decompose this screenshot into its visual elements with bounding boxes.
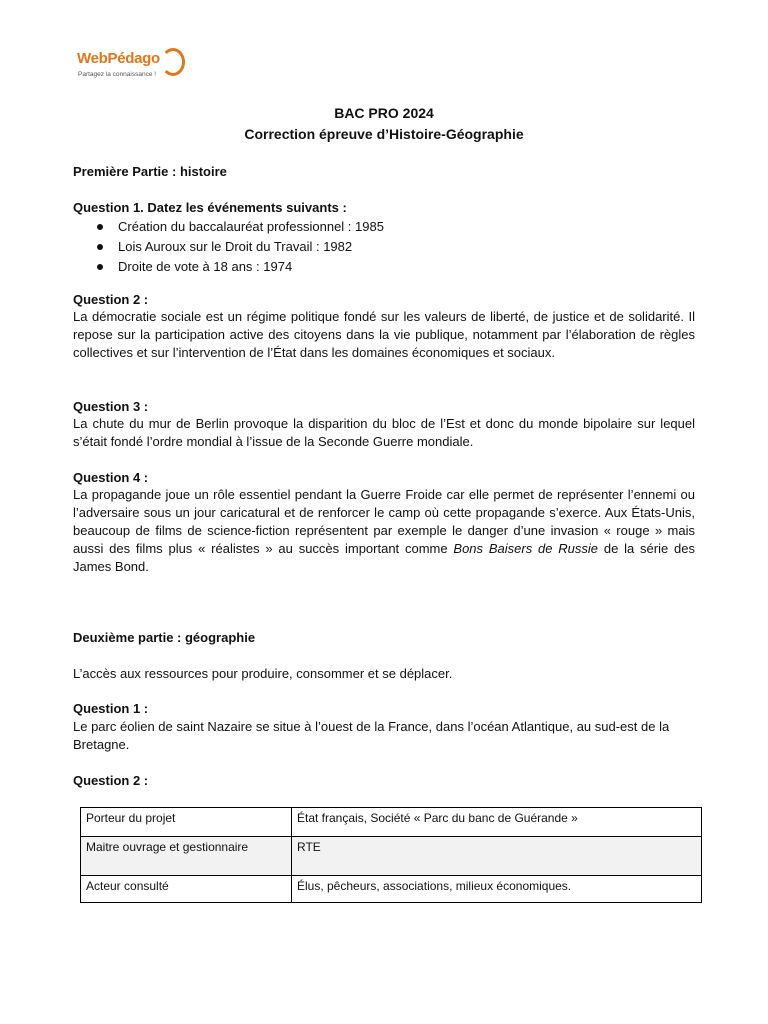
table-cell-value: Élus, pêcheurs, associations, milieux économiques. <box>292 876 702 903</box>
actors-table <box>80 807 702 903</box>
table-cell-value: État français, Société « Parc du banc de Guérande » <box>292 808 702 837</box>
part1-q4-answer: La propagande joue un rôle essentiel pendant la Guerre Froide car elle permet de représenter l’ennemi ou l’adversaire sous un jour caricatural et de renforcer le camp où cette propagande s’exerce. Aux États-Unis, beaucoup de films de science-fiction représentent par exemple le danger d’une invasion « rouge » mais aussi des films plus « réalistes » au succès important comme Bons Baisers de Russie de la série des James Bond. <box>73 487 695 574</box>
part2-heading: Deuxième partie : géographie <box>73 630 256 645</box>
logo-tagline: Partagez la connaissance ! <box>78 71 157 78</box>
part1-q3-answer: La chute du mur de Berlin provoque la disparition du bloc de l’Est et donc du monde bipolaire sur lequel s’était fondé l’ordre mondial à l’issue de la Seconde Guerre mondiale. <box>73 416 695 449</box>
table-cell-value: RTE <box>292 837 702 876</box>
list-item: Création du baccalauréat professionnel : 1985 <box>73 217 695 237</box>
part2-q1-label: Question 1 : <box>73 701 149 716</box>
part1-heading: Première Partie : histoire <box>73 164 227 179</box>
bullet-icon <box>97 264 103 270</box>
part2-intro: L’accès aux ressources pour produire, consommer et se déplacer. <box>73 666 453 681</box>
film-title: Bons Baisers de Russie <box>453 541 599 556</box>
table-row <box>81 837 702 876</box>
webpedago-logo <box>77 44 187 84</box>
list-item: Lois Auroux sur le Droit du Travail : 1982 <box>73 237 695 257</box>
part2-q1-answer: Le parc éolien de saint Nazaire se situe à l’ouest de la France, dans l’océan Atlantique, au sud-est de la Bretagne. <box>73 719 670 752</box>
part1-q4-label: Question 4 : <box>73 470 149 485</box>
bullet-icon <box>97 244 103 250</box>
part1-q1-list <box>73 217 695 277</box>
part1-q1-label: Question 1. Datez les événements suivants : <box>73 200 347 215</box>
table-cell-role: Porteur du projet <box>81 808 292 837</box>
part1-q2-label: Question 2 : <box>73 292 149 307</box>
part2-q2-label: Question 2 : <box>73 773 149 788</box>
logo-name: WebPédago <box>77 50 160 67</box>
table-row <box>81 876 702 903</box>
table-cell-role: Maitre ouvrage et gestionnaire <box>81 837 292 876</box>
part1-q2-answer: La démocratie sociale est un régime politique fondé sur les valeurs de liberté, de justice et de solidarité. Il repose sur la participation active des citoyens dans la vie publique, notamment par l’élaboration de règles collectives et sur l’intervention de l’État dans les domaines économiques et sociaux. <box>73 309 695 360</box>
document-title: BAC PRO 2024 <box>334 105 434 121</box>
table-row <box>81 808 702 837</box>
document-subtitle: Correction épreuve d’Histoire-Géographie <box>244 126 524 142</box>
speech-bubble-icon <box>161 48 185 76</box>
table-cell-role: Acteur consulté <box>81 876 292 903</box>
list-item: Droite de vote à 18 ans : 1974 <box>73 257 695 277</box>
bullet-icon <box>97 224 103 230</box>
part1-q3-label: Question 3 : <box>73 399 149 414</box>
